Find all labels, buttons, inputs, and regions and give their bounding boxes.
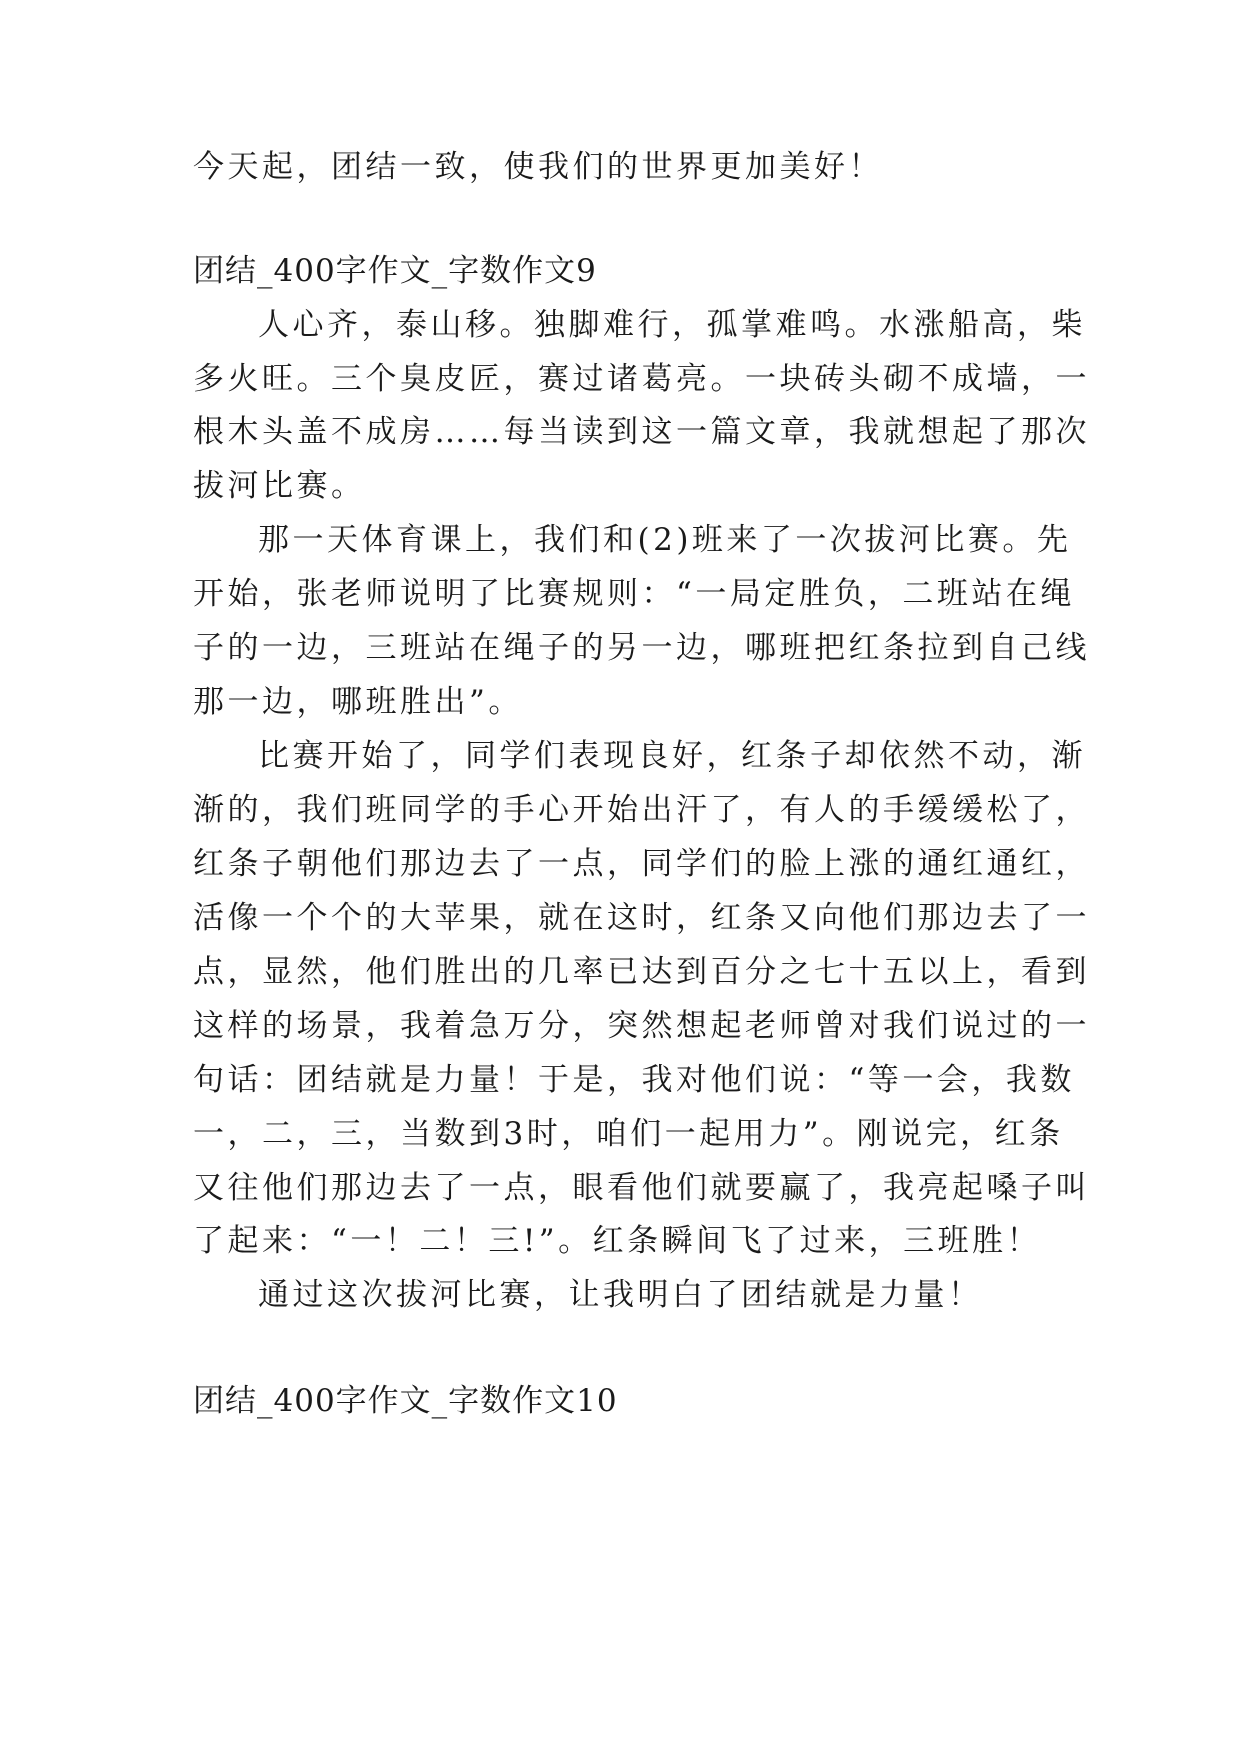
essay-9-paragraph-3-line-9: 又往他们那边去了一点，眼看他们就要赢了，我亮起嗓子叫 <box>193 1170 1090 1206</box>
essay-9-paragraph-3-line-4: 活像一个个的大苹果，就在这时，红条又向他们那边去了一 <box>193 900 1090 936</box>
essay-9-paragraph-3-line-5: 点，显然，他们胜出的几率已达到百分之七十五以上，看到 <box>193 954 1090 990</box>
essay-9-paragraph-3-line-6: 这样的场景，我着急万分，突然想起老师曾对我们说过的一 <box>193 1008 1090 1044</box>
essay-9-paragraph-2-line-1: 那一天体育课上，我们和(2)班来了一次拔河比赛。先 <box>258 522 1072 558</box>
essay-9-paragraph-2-line-3: 子的一边，三班站在绳子的另一边，哪班把红条拉到自己线 <box>193 630 1090 666</box>
essay-9-paragraph-3-line-10: 了起来：“一！二！三!”。红条瞬间飞了过来，三班胜！ <box>193 1223 1042 1259</box>
essay-9-paragraph-3-line-7: 句话：团结就是力量！于是，我对他们说：“等一会，我数 <box>193 1062 1075 1098</box>
essay-9-paragraph-3-line-1: 比赛开始了，同学们表现良好，红条子却依然不动，渐 <box>258 738 1086 774</box>
essay-9-paragraph-2-line-4: 那一边，哪班胜出”。 <box>193 684 523 720</box>
essay-9-paragraph-3-line-8: 一，二，三，当数到3时，咱们一起用力”。刚说完，红条 <box>193 1116 1064 1152</box>
essay-9-paragraph-1-line-3: 根木头盖不成房……每当读到这一篇文章，我就想起了那次 <box>193 414 1090 450</box>
essay-9-paragraph-3-line-2: 渐的，我们班同学的手心开始出汗了，有人的手缓缓松了， <box>193 792 1090 828</box>
essay-9-paragraph-4-line-1: 通过这次拔河比赛，让我明白了团结就是力量！ <box>258 1277 983 1313</box>
essay-9-paragraph-3-line-3: 红条子朝他们那边去了一点，同学们的脸上涨的通红通红， <box>193 846 1090 882</box>
essay-9-paragraph-2-line-2: 开始，张老师说明了比赛规则：“一局定胜负，二班站在绳 <box>193 576 1075 612</box>
essay-10-title: 团结_400字作文_字数作文10 <box>193 1383 618 1419</box>
essay-9-paragraph-1-line-4: 拔河比赛。 <box>193 468 366 504</box>
essay-9-paragraph-1-line-1: 人心齐，泰山移。独脚难行，孤掌难鸣。水涨船高，柴 <box>258 307 1086 343</box>
essay-9-paragraph-1-line-2: 多火旺。三个臭皮匠，赛过诸葛亮。一块砖头砌不成墙，一 <box>193 361 1090 397</box>
essay-9-title: 团结_400字作文_字数作文9 <box>193 253 597 289</box>
opening-line: 今天起，团结一致，使我们的世界更加美好！ <box>193 149 883 185</box>
